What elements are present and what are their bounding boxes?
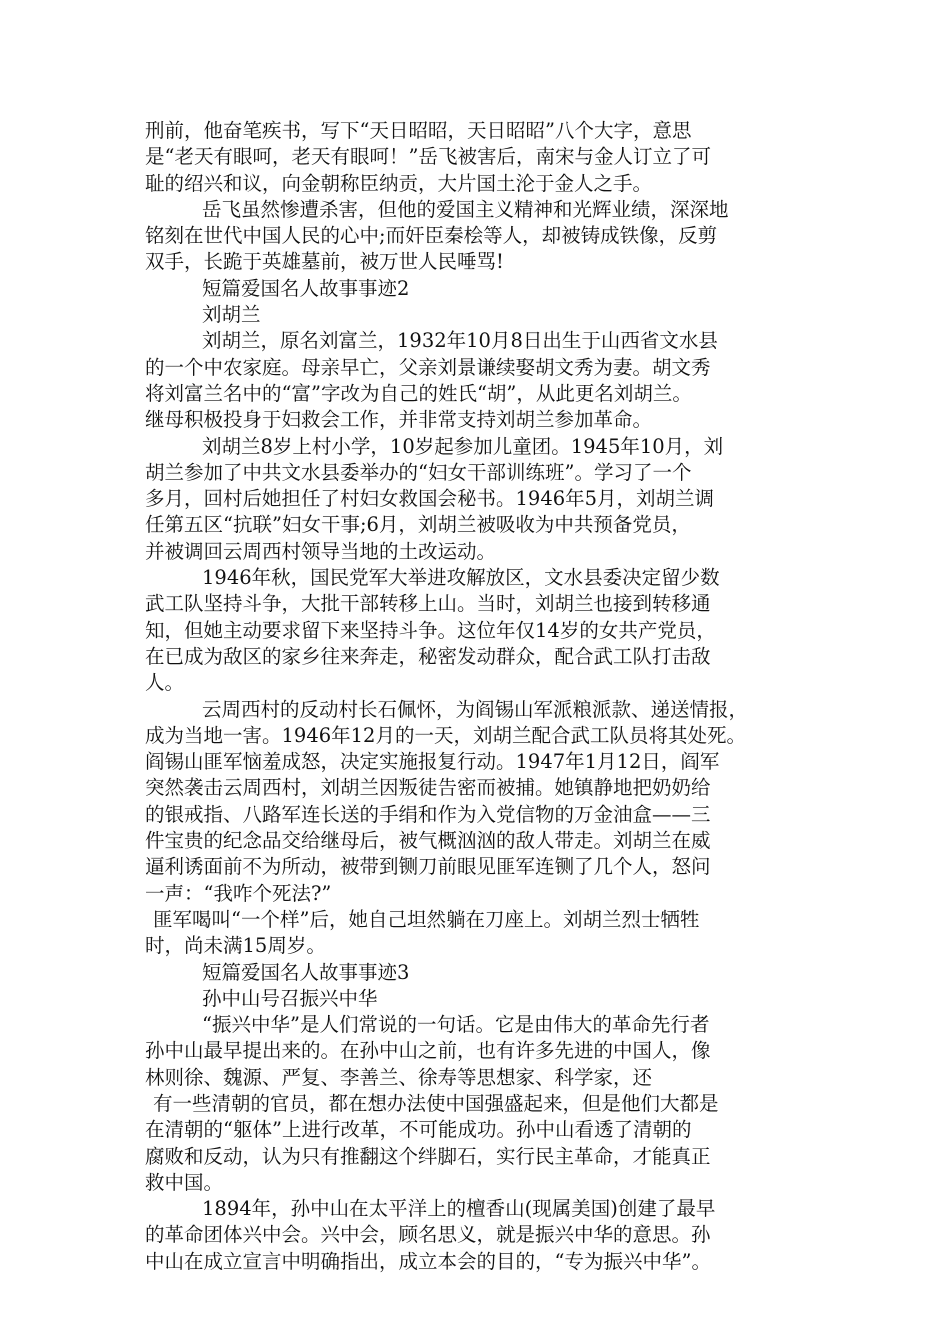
- text-line: 时，尚未满15周岁。: [145, 934, 326, 958]
- text-line: 突然袭击云周西村，刘胡兰因叛徒告密而被捕。她镇静地把奶奶给: [145, 776, 711, 800]
- text-line: 的一个中农家庭。母亲早亡，父亲刘景谦续娶胡文秀为妻。胡文秀: [145, 355, 711, 379]
- text-line: 短篇爱国名人故事事迹3: [202, 960, 410, 984]
- text-line: 人。: [145, 671, 185, 695]
- text-line: 武工队坚持斗争，大批干部转移上山。当时，刘胡兰也接到转移通: [145, 592, 711, 616]
- text-line: 刑前，他奋笔疾书，写下“天日昭昭，天日昭昭”八个大字，意思: [145, 119, 692, 142]
- text-line: 短篇爱国名人故事事迹2: [202, 276, 410, 300]
- text-line: 云周西村的反动村长石佩怀，为阎锡山军派粮派款、递送情报，: [202, 697, 749, 721]
- text-line: 的革命团体兴中会。兴中会，顾名思义，就是振兴中华的意思。孙: [145, 1223, 711, 1247]
- text-line: 知，但她主动要求留下来坚持斗争。这位年仅14岁的女共产党员，: [145, 618, 716, 642]
- text-line: 在已成为敌区的家乡往来奔走，秘密发动群众，配合武工队打击敌: [145, 644, 711, 668]
- text-line: 刘胡兰8岁上村小学，10岁起参加儿童团。1945年10月，刘: [202, 434, 724, 458]
- text-line: 中山在成立宣言中明确指出，成立本会的目的，“专为振兴中华”。: [145, 1249, 711, 1273]
- text-line: 件宝贵的纪念品交给继母后，被气概汹汹的敌人带走。刘胡兰在威: [145, 829, 711, 853]
- text-line: 逼利诱面前不为所动，被带到铡刀前眼见匪军连铡了几个人，怒问: [145, 855, 711, 879]
- text-line: 林则徐、魏源、严复、李善兰、徐寿等思想家、科学家，还: [145, 1065, 653, 1089]
- text-line: 刘胡兰: [202, 303, 261, 327]
- text-line: 刘胡兰，原名刘富兰，1932年10月8日出生于山西省文水县: [202, 329, 718, 353]
- text-line: 将刘富兰名中的“富”字改为自己的姓氏“胡”，从此更名刘胡兰。: [145, 381, 692, 405]
- text-line: 双手，长跪于英雄墓前，被万世人民唾骂!: [145, 250, 504, 274]
- text-line: 铭刻在世代中国人民的心中;而奸臣秦桧等人，却被铸成铁像，反剪: [145, 224, 718, 248]
- text-line: 一声：“我咋个死法?”: [145, 881, 332, 905]
- text-line: 耻的绍兴和议，向金朝称臣纳贡，大片国土沦于金人之手。: [145, 171, 653, 195]
- text-line: 胡兰参加了中共文水县委举办的“妇女干部训练班”。学习了一个: [145, 460, 692, 484]
- text-line: 有一些清朝的官员，都在想办法使中国强盛起来，但是他们大都是: [153, 1091, 719, 1115]
- text-line: 的银戒指、八路军连长送的手绢和作为入党信物的万金油盒——三: [145, 802, 711, 826]
- text-line: 继母积极投身于妇救会工作，并非常支持刘胡兰参加革命。: [145, 408, 653, 432]
- text-line: “振兴中华”是人们常说的一句话。它是由伟大的革命先行者: [202, 1013, 710, 1037]
- text-line: 1894年，孙中山在太平洋上的檀香山(现属美国)创建了最早: [202, 1197, 716, 1221]
- text-line: 岳飞虽然惨遭杀害，但他的爱国主义精神和光辉业绩，深深地: [202, 197, 729, 221]
- document-page: [145, 118, 825, 1275]
- text-line: 并被调回云周西村领导当地的土改运动。: [145, 539, 497, 563]
- text-line: 1946年秋，国民党军大举进攻解放区，文水县委决定留少数: [202, 566, 720, 590]
- text-line: 孙中山最早提出来的。在孙中山之前，也有许多先进的中国人，像: [145, 1039, 711, 1063]
- text-line: 阎锡山匪军恼羞成怒，决定实施报复行动。1947年1月12日，阎军: [145, 750, 720, 774]
- text-line: 腐败和反动，认为只有推翻这个绊脚石，实行民主革命，才能真正: [145, 1144, 711, 1168]
- text-line: 是“老天有眼呵，老天有眼呵！”岳飞被害后，南宋与金人订立了可: [145, 145, 711, 169]
- text-line: 任第五区“抗联”妇女干事;6月，刘胡兰被吸收为中共预备党员，: [145, 513, 691, 537]
- text-line: 匪军喝叫“一个样”后，她自己坦然躺在刀座上。刘胡兰烈士牺牲: [153, 907, 700, 931]
- text-line: 救中国。: [145, 1170, 224, 1194]
- text-line: 多月，回村后她担任了村妇女救国会秘书。1946年5月，刘胡兰调: [145, 487, 715, 511]
- text-line: 成为当地一害。1946年12月的一天，刘胡兰配合武工队员将其处死。: [145, 723, 746, 747]
- text-line: 在清朝的“躯体”上进行改革，不可能成功。孙中山看透了清朝的: [145, 1118, 692, 1142]
- text-line: 孙中山号召振兴中华: [202, 986, 378, 1010]
